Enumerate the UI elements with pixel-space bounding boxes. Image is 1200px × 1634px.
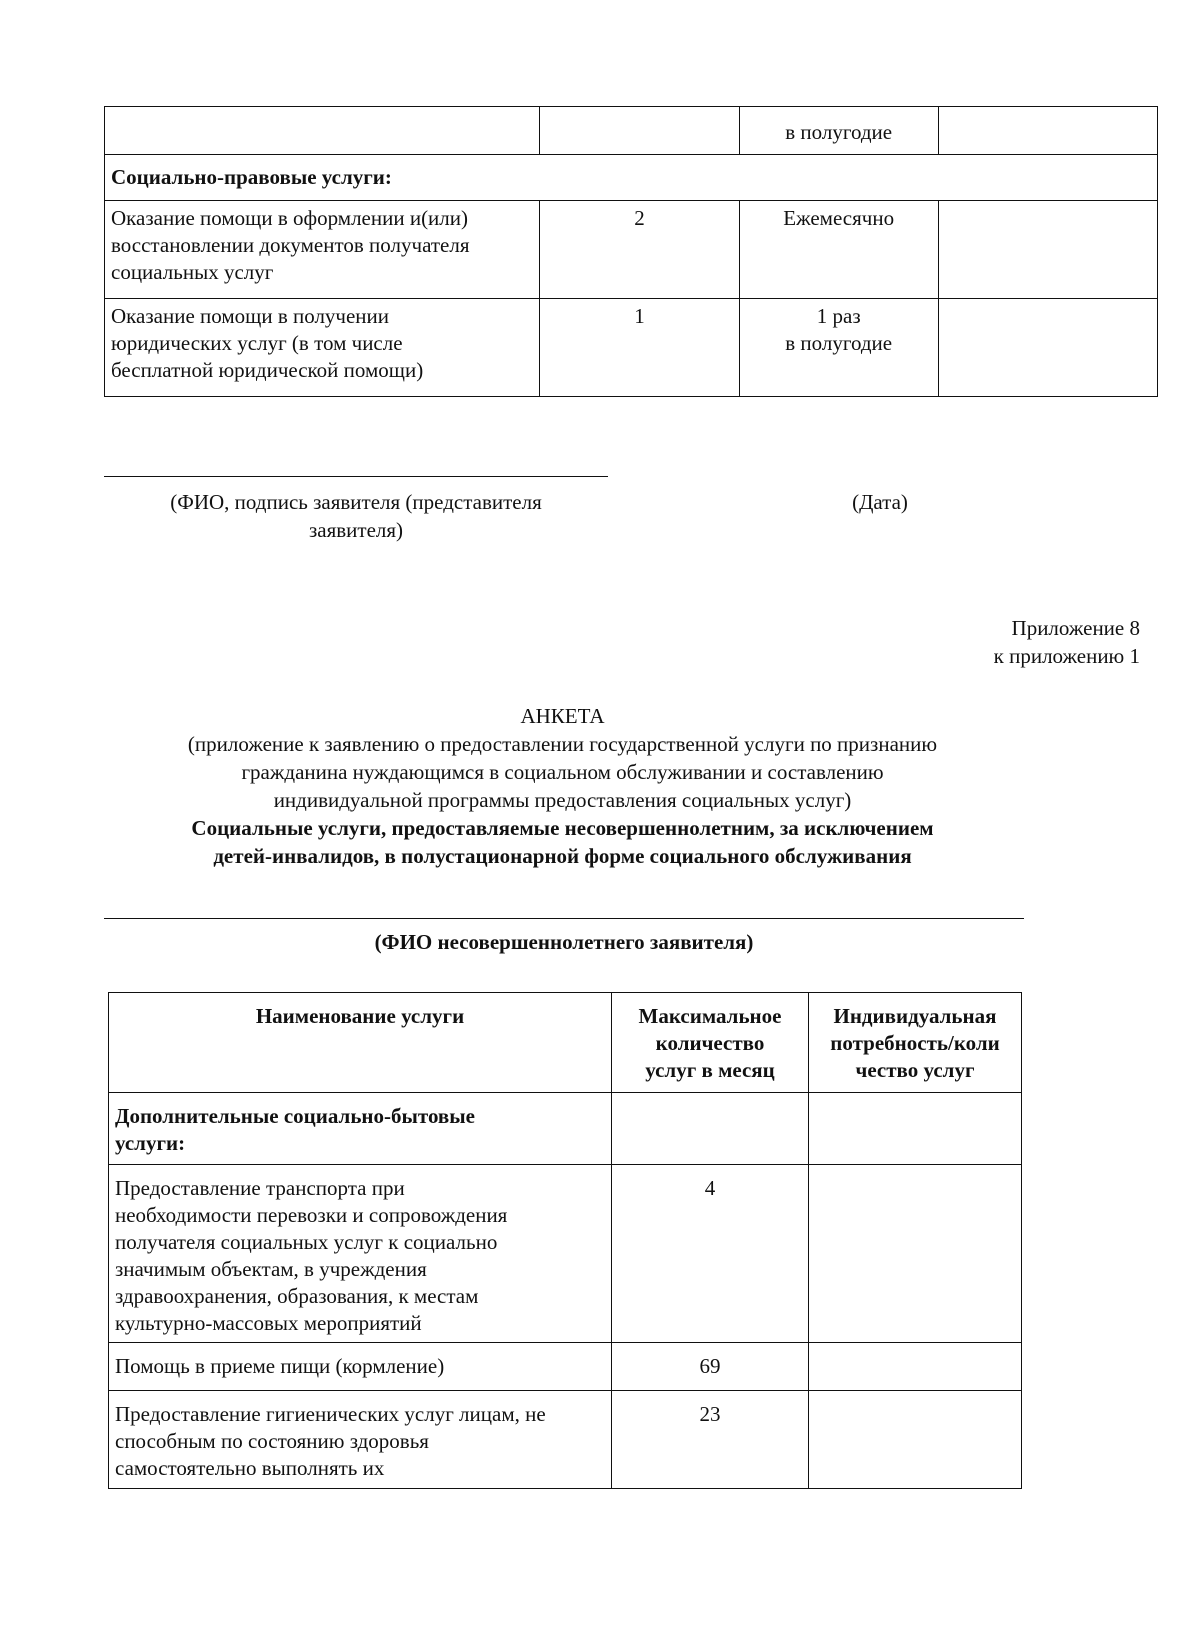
fio-line xyxy=(104,918,1024,919)
signature-line xyxy=(104,476,608,477)
service-name: Предоставление транспорта при необходимости перевозки и сопровождения получателя социальных услуг к социально значимым объектам, в учреждения здравоохранения, образования, к местам культурно-массовых мероприятий xyxy=(109,1165,612,1343)
service-max xyxy=(612,1093,809,1165)
appendix-line-1: Приложение 8 xyxy=(1011,616,1140,640)
table-row xyxy=(105,299,1158,397)
table-row xyxy=(109,1343,1022,1391)
fio-caption: (ФИО несовершеннолетнего заявителя) xyxy=(374,930,754,954)
table-cell xyxy=(540,107,739,155)
service-count: 2 xyxy=(540,201,739,299)
form-bold-subtitle: Социальные услуги, предоставляемые несовершеннолетним, за исключением детей-инвалидов, в полустационарной форме социального обслуживания xyxy=(191,816,934,868)
service-need xyxy=(809,1391,1022,1489)
table-cell xyxy=(938,299,1157,397)
top-services-table xyxy=(104,106,1158,397)
service-name: Помощь в приеме пищи (кормление) xyxy=(109,1343,612,1391)
appendix-line-2: к приложению 1 xyxy=(993,644,1140,668)
table-section-row xyxy=(105,155,1158,201)
table-cell xyxy=(105,107,540,155)
table-row xyxy=(105,201,1158,299)
service-max: 69 xyxy=(612,1343,809,1391)
service-need xyxy=(809,1343,1022,1391)
table-cell: в полугодие xyxy=(739,107,938,155)
section-title: Социально-правовые услуги: xyxy=(105,155,1158,201)
service-count: 1 xyxy=(540,299,739,397)
service-max: 23 xyxy=(612,1391,809,1489)
table-cell xyxy=(938,201,1157,299)
column-header-name: Наименование услуги xyxy=(109,993,612,1093)
table-cell xyxy=(938,107,1157,155)
table-header-row xyxy=(109,993,1022,1093)
service-frequency: 1 раз в полугодие xyxy=(739,299,938,397)
signature-caption: (ФИО, подпись заявителя (представителя заявителя) xyxy=(170,490,542,542)
column-header-max: Максимальное количество услуг в месяц xyxy=(612,993,809,1093)
service-name: Предоставление гигиенических услуг лицам, не способным по состоянию здоровья самостоятельно выполнять их xyxy=(109,1391,612,1489)
form-heading xyxy=(90,702,1035,870)
date-caption: (Дата) xyxy=(852,490,908,514)
services-table xyxy=(108,992,1022,1489)
table-row xyxy=(109,1165,1022,1343)
table-row xyxy=(109,1391,1022,1489)
service-name: Оказание помощи в оформлении и(или) восстановлении документов получателя социальных услуг xyxy=(105,201,540,299)
service-frequency: Ежемесячно xyxy=(739,201,938,299)
service-max: 4 xyxy=(612,1165,809,1343)
form-title: АНКЕТА xyxy=(520,704,605,728)
service-need xyxy=(809,1093,1022,1165)
appendix-note xyxy=(994,614,1140,670)
section-title: Дополнительные социально-бытовые услуги: xyxy=(109,1093,612,1165)
column-header-need: Индивидуальная потребность/коли чество услуг xyxy=(809,993,1022,1093)
form-subtitle: (приложение к заявлению о предоставлении государственной услуги по признанию гражданина нуждающимся в социальном обслуживании и составлению индивидуальной программы предоставления социальных услуг) xyxy=(187,732,938,812)
service-need xyxy=(809,1165,1022,1343)
table-row xyxy=(109,1093,1022,1165)
table-row xyxy=(105,107,1158,155)
service-name: Оказание помощи в получении юридических услуг (в том числе бесплатной юридической помощи) xyxy=(105,299,540,397)
